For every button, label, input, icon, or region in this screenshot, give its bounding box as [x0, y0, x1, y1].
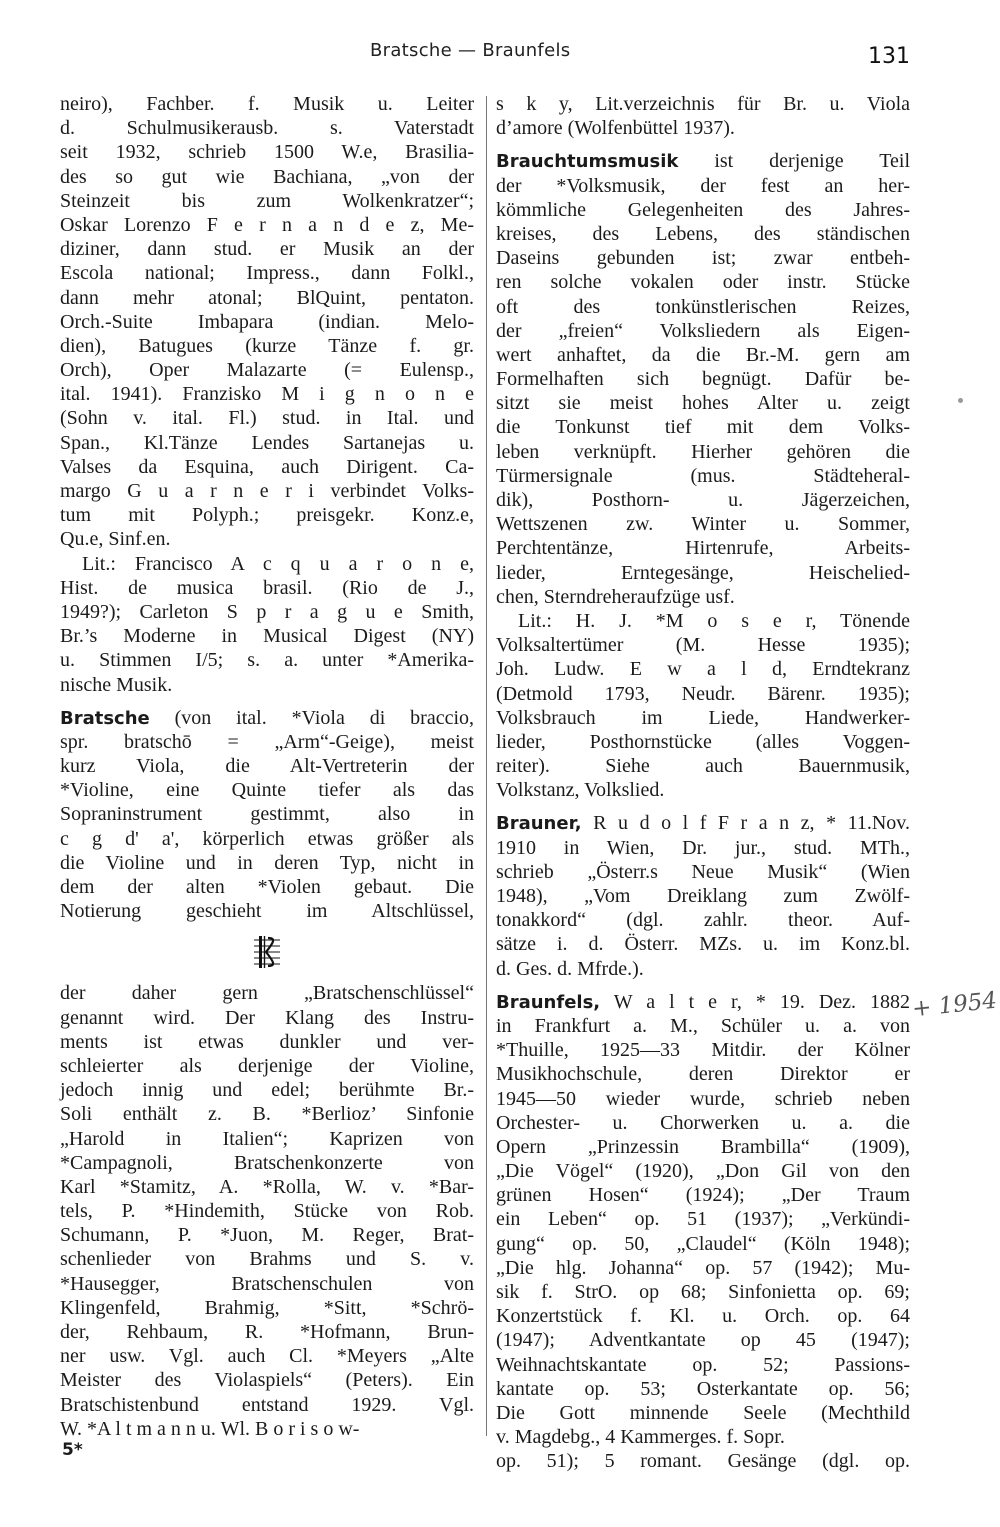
- text-line: Steinzeit bis zum Wolkenkratzer“;: [60, 189, 474, 212]
- text-line: Volksaltertümer (M. Hesse 1935);: [496, 634, 910, 657]
- text-line: ein Leben“ op. 51 (1937); „Verkündi-: [496, 1208, 910, 1231]
- alto-clef-icon: [60, 929, 474, 975]
- text-line: *Campagnoli, Bratschenkonzerte von: [60, 1151, 474, 1174]
- text-line: Escola national; Impress., dann Folkl.,: [60, 262, 474, 285]
- text-line: *Hausegger, Bratschenschulen von: [60, 1272, 474, 1295]
- text-line: Oskar Lorenzo F e r n a n d e z, Me-: [60, 213, 474, 236]
- text-line: kurz Viola, die Alt-Vertreterin der: [60, 755, 474, 778]
- text-line: tels, P. *Hindemith, Stücke von Rob.: [60, 1200, 474, 1223]
- text-line: Formelhaften sich begnügt. Dafür be-: [496, 368, 910, 391]
- text-line: schleierter als derjenige der Violine,: [60, 1054, 474, 1077]
- text-line: reiter). Siehe auch Bauernmusik,: [496, 755, 910, 778]
- text-line: v. Magdebg., 4 Kammerges. f. Sopr.: [496, 1426, 785, 1449]
- text-line: Notierung geschieht im Altschlüssel,: [60, 900, 474, 923]
- text-line: Konzertstück f. Kl. u. Orch. op. 64: [496, 1305, 910, 1328]
- text-line: kantate op. 53; Osterkantate op. 56;: [496, 1377, 910, 1400]
- text-line: die Violine und in deren Typ, nicht in: [60, 851, 474, 874]
- text-line: Karl *Stamitz, A. *Rolla, W. v. *Bar-: [60, 1175, 474, 1198]
- text-line: 1945—50 wieder wurde, schrieb neben: [496, 1087, 910, 1110]
- text-line: Valses da Esquina, auch Dirigent. Ca-: [60, 455, 474, 478]
- text-line: chen, Sterndreheraufzüge usf.: [496, 585, 735, 608]
- text-line: u. Stimmen I/5; s. a. unter *Amerika-: [60, 649, 474, 672]
- text-line: Joh. Ludw. E w a l d, Erndtekranz: [496, 658, 910, 681]
- text-line: des so gut wie Bachiana, „von der: [60, 165, 474, 188]
- text-line: margo G u a r n e r i verbindet Volks-: [60, 480, 474, 502]
- text-line: dien), Batugues (kurze Tänze f. gr.: [60, 334, 474, 357]
- text-line: seit 1932, schrieb 1500 W.e, Brasilia-: [60, 141, 474, 164]
- text-line: dik), Posthorn- u. Jägerzeichen,: [496, 489, 910, 511]
- entry-headword: Braunfels,: [496, 991, 601, 1013]
- text-line: Opern „Prinzessin Brambilla“ (1909),: [496, 1135, 910, 1158]
- text-line: Braunfels, W a l t e r, * 19. Dez. 1882: [496, 990, 910, 1013]
- text-line: kreises, des Lebens, des ständischen: [496, 222, 910, 245]
- text-line: sätze i. d. Österr. MZs. u. im Konz.bl.: [496, 933, 910, 956]
- text-line: schenlieder von Brahms und S. v.: [60, 1248, 474, 1271]
- left-column: [60, 92, 474, 1441]
- text-line: dann mehr atonal; BlQuint, pentaton.: [60, 286, 474, 309]
- text-line: „Die hlg. Johanna“ op. 57 (1942); Mu-: [496, 1256, 910, 1279]
- text-line: Volkstanz, Volkslied.: [496, 779, 665, 802]
- text-line: die Tonkunst tief mit dem Volks-: [496, 416, 910, 439]
- text-line: d’amore (Wolfenbüttel 1937).: [496, 117, 735, 140]
- text-line: leben verknüpft. Hierher gehören die: [496, 440, 910, 463]
- text-line: Perchtentänze, Hirtenrufe, Arbeits-: [496, 537, 910, 560]
- text-line: ren solche vokalen oder instr. Stücke: [496, 271, 910, 294]
- text-line: der „freien“ Volksliedern als Eigen-: [496, 319, 910, 342]
- text-line: lieder, Posthornstücke (alles Voggen-: [496, 730, 910, 753]
- text-line: (Sohn v. ital. Fl.) stud. in Ital. und: [60, 407, 474, 430]
- text-line: tum mit Polyph.; preisgekr. Konz.e,: [60, 504, 474, 527]
- text-line: Soli enthält z. B. *Berlioz’ Sinfonie: [60, 1103, 474, 1126]
- text-line: sik f. StrO. op 68; Sinfonietta op. 69;: [496, 1281, 910, 1303]
- text-line: gung“ op. 50, „Claudel“ (Köln 1948);: [496, 1232, 910, 1255]
- page-number: 131: [868, 44, 910, 69]
- text-line: tonakkord“ (dgl. zahlr. theor. Auf-: [496, 909, 910, 932]
- text-line: c g d' a', körperlich etwas größer als: [60, 827, 474, 850]
- running-head: Bratsche — Braunfels: [370, 40, 571, 61]
- text-line: Orchester- u. Chorwerken u. a. die: [496, 1111, 910, 1134]
- signature-mark: 5*: [62, 1440, 83, 1460]
- text-line: d. Schulmusikerausb. s. Vaterstadt: [60, 117, 474, 140]
- text-line: Lit.: H. J. *M o s e r, Tönende: [518, 609, 910, 632]
- right-column: [496, 92, 910, 1474]
- handwritten-note: + 1954: [910, 987, 999, 1023]
- entry-headword: Bratsche: [60, 707, 150, 729]
- text-line: op. 51); 5 romant. Gesänge (dgl. op.: [496, 1450, 910, 1473]
- text-line: Musikhochschule, deren Direktor er: [496, 1063, 910, 1086]
- text-line: wert anhaftet, da die Br.-M. gern am: [496, 343, 910, 366]
- text-line: Lit.: Francisco A c q u a r o n e,: [82, 552, 474, 575]
- text-line: lieder, Erntegesänge, Heischelied-: [496, 561, 910, 584]
- text-line: spr. bratschō = „Arm“-Geige), meist: [60, 730, 474, 753]
- text-line: *Thuille, 1925—33 Mitdir. der Kölner: [496, 1039, 910, 1062]
- text-line: genannt wird. Der Klang des Instru-: [60, 1006, 474, 1029]
- text-line: Daseins gebunden ist; zwar entbeh-: [496, 247, 910, 270]
- text-line: Qu.e, Sinf.en.: [60, 528, 171, 551]
- text-line: der, Rehbaum, R. *Hofmann, Brun-: [60, 1321, 474, 1343]
- text-line: dem der alten *Violen gebaut. Die: [60, 876, 474, 898]
- text-line: W. *A l t m a n n u. Wl. B o r i s o w-: [60, 1417, 360, 1440]
- text-line: Hist. de musica brasil. (Rio de J.,: [60, 576, 474, 599]
- text-line: der daher gern „Bratschenschlüssel“: [60, 982, 474, 1005]
- text-line: Orch.-Suite Imbapara (indian. Melo-: [60, 310, 474, 333]
- text-line: 1949?); Carleton S p r a g u e Smith,: [60, 600, 474, 623]
- text-line: „Harold in Italien“; Kaprizen von: [60, 1127, 474, 1150]
- text-line: (Detmold 1793, Neudr. Bärenr. 1935);: [496, 682, 910, 705]
- text-line: *Violine, eine Quinte tiefer als das: [60, 779, 474, 802]
- text-line: der *Volksmusik, der fest an her-: [496, 174, 910, 197]
- text-line: Wettszenen zw. Winter u. Sommer,: [496, 513, 910, 536]
- text-line: Schumann, P. *Juon, M. Reger, Brat-: [60, 1224, 474, 1247]
- text-line: 1910 in Wien, Dr. jur., stud. MTh.,: [496, 836, 910, 859]
- text-line: ments ist etwas dunkler und ver-: [60, 1030, 474, 1053]
- text-line: Brauner, R u d o l f F r a n z, * 11.Nov.: [496, 812, 910, 835]
- text-line: Die Gott minnende Seele (Mechthild: [496, 1401, 910, 1424]
- text-line: Bratsche (von ital. *Viola di braccio,: [60, 706, 474, 729]
- margin-dot: [958, 398, 963, 403]
- text-line: Brauchtumsmusik ist derjenige Teil: [496, 150, 910, 173]
- text-line: Bratschistenbund entstand 1929. Vgl.: [60, 1393, 474, 1416]
- text-line: Orch), Oper Malazarte (= Eulensp.,: [60, 359, 474, 382]
- text-line: kömmliche Gelegenheiten des Jahres-: [496, 198, 910, 221]
- column-divider: [486, 96, 487, 1436]
- text-line: diziner, dann stud. er Musik an der: [60, 238, 474, 261]
- text-line: d. Ges. d. Mfrde.).: [496, 957, 644, 980]
- text-line: Klingenfeld, Brahmig, *Sitt, *Schrö-: [60, 1296, 474, 1319]
- text-line: Türmersignale (mus. Städteheral-: [496, 464, 910, 487]
- text-line: Meister des Violaspiels“ (Peters). Ein: [60, 1369, 474, 1392]
- text-line: 1948), „Vom Dreiklang zum Zwölf-: [496, 885, 910, 907]
- entry-headword: Brauchtumsmusik: [496, 151, 679, 173]
- text-line: Weihnachtskantate op. 52; Passions-: [496, 1353, 910, 1376]
- text-line: sitzt sie meist hohes Alter u. zeigt: [496, 392, 910, 415]
- text-line: in Frankfurt a. M., Schüler u. a. von: [496, 1014, 910, 1037]
- text-line: „Die Vögel“ (1920), „Don Gil von den: [496, 1160, 910, 1183]
- text-line: grünen Hosen“ (1924); „Der Traum: [496, 1184, 910, 1207]
- text-line: jedoch innig und edel; berühmte Br.-: [60, 1079, 474, 1102]
- text-line: ital. 1941). Franzisko M i g n o n e: [60, 383, 474, 406]
- text-line: s k y, Lit.verzeichnis für Br. u. Viola: [496, 93, 910, 115]
- text-line: Span., Kl.Tänze Lendes Sartanejas u.: [60, 431, 474, 454]
- text-line: nische Musik.: [60, 673, 173, 696]
- text-line: (1947); Adventkantate op 45 (1947);: [496, 1329, 910, 1352]
- text-line: oft des tonkünstlerischen Reizes,: [496, 295, 910, 318]
- text-line: schrieb „Österr.s Neue Musik“ (Wien: [496, 860, 910, 883]
- text-line: Sopraninstrument gestimmt, also in: [60, 803, 474, 826]
- text-line: neiro), Fachber. f. Musik u. Leiter: [60, 93, 474, 115]
- text-line: Volksbrauch im Liede, Handwerker-: [496, 706, 910, 729]
- entry-headword: Brauner,: [496, 813, 582, 835]
- text-line: ner usw. Vgl. auch Cl. *Meyers „Alte: [60, 1345, 474, 1368]
- text-line: Br.’s Moderne in Musical Digest (NY): [60, 625, 474, 648]
